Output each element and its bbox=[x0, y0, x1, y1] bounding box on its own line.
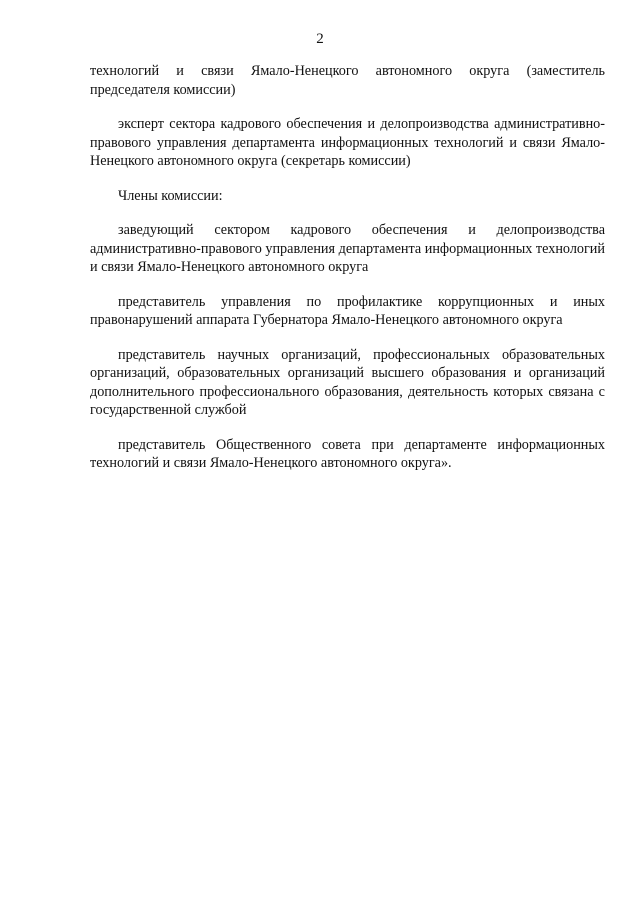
paragraph-member-scientific-educational-representative: представитель научных организаций, профессиональных образовательных организаций, образовательных организаций высшего образования и организаций дополнительного профессионального образования, деятельность которых связана с государственной службой bbox=[90, 346, 605, 418]
paragraph-members-heading: Члены комиссии: bbox=[118, 187, 223, 204]
page-number: 2 bbox=[316, 31, 324, 47]
document-body bbox=[90, 62, 605, 473]
paragraph-member-sector-head: заведующий сектором кадрового обеспечения и делопроизводства административно-правового управления департамента информационных технологий и связи Ямало-Ненецкого автономного округа bbox=[90, 222, 605, 275]
paragraph-member-public-council-representative: представитель Общественного совета при департаменте информационных технологий и связи Ямало-Ненецкого автономного округа». bbox=[90, 436, 605, 471]
paragraph-deputy-chair-continuation: технологий и связи Ямало-Ненецкого автономного округа (заместитель председателя комиссии) bbox=[90, 63, 605, 98]
paragraph-commission-secretary: эксперт сектора кадрового обеспечения и делопроизводства административно-правового управления департамента информационных технологий и связи Ямало-Ненецкого автономного округа (секретарь комиссии) bbox=[90, 116, 605, 169]
paragraph-member-anticorruption-representative: представитель управления по профилактике коррупционных и иных правонарушений аппарата Губернатора Ямало-Ненецкого автономного округа bbox=[90, 293, 605, 328]
